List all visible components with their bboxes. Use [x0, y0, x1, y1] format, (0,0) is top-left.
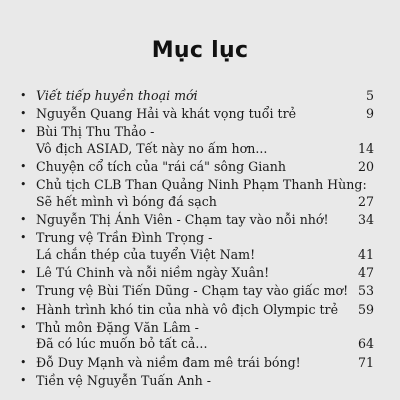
bullet-icon: • [20, 302, 27, 316]
toc-entry-title: Viết tiếp huyền thoại mới [36, 88, 198, 103]
bullet-icon: • [20, 355, 27, 369]
toc-page-number: 41 [357, 247, 374, 262]
toc-entry-title: Thủ môn Đặng Văn Lâm - [36, 319, 199, 335]
toc-entry-title: Nguyễn Thị Ánh Viên - Chạm tay vào nỗi nhớ! [36, 212, 329, 228]
bullet-icon: • [20, 125, 27, 139]
toc-page-number: 27 [357, 194, 374, 209]
toc-page-number: 9 [365, 106, 374, 122]
bullet-icon: • [20, 178, 27, 192]
toc-entry-title: Bùi Thị Thu Thảo - [36, 124, 155, 140]
bullet-icon: • [20, 266, 27, 280]
bullet-icon: • [20, 231, 27, 245]
toc-entry-title: Sẽ hết mình vì bóng đá sạch [36, 194, 217, 209]
toc-entry-title: Lê Tú Chinh và nỗi niềm ngày Xuân! [36, 265, 270, 281]
toc-entry-title: Lá chắn thép của tuyển Việt Nam! [36, 247, 256, 262]
bullet-icon: • [20, 160, 27, 174]
toc-page-number: 14 [357, 141, 374, 156]
toc-page-number: 71 [357, 354, 374, 370]
bullet-icon: • [20, 320, 27, 334]
toc-page-number: 53 [357, 283, 374, 299]
bullet-icon: • [20, 107, 27, 121]
bullet-icon: • [20, 213, 27, 227]
toc-entry-title: Chủ tịch CLB Than Quảng Ninh Phạm Thanh Hùng: [36, 177, 367, 193]
toc-page-number: 34 [357, 212, 374, 228]
toc-entry-title: Vô địch ASIAD, Tết này no ấm hơn... [36, 141, 268, 156]
toc-page-number: 20 [357, 159, 374, 175]
toc-entry-title: Đã có lúc muốn bỏ tất cả... [36, 336, 208, 352]
toc-entry-title: Trung vệ Bùi Tiến Dũng - Chạm tay vào giấc mơ! [36, 283, 349, 299]
toc-entry-title: Chuyện cổ tích của "rái cá" sông Gianh [36, 159, 286, 175]
toc-page-number: 64 [357, 336, 374, 352]
toc-page-number: 47 [357, 265, 374, 281]
bullet-icon: • [20, 373, 27, 387]
toc-entry-title: Hành trình khó tin của nhà vô địch Olympic trẻ [36, 301, 339, 317]
toc-entry-title: Nguyễn Quang Hải và khát vọng tuổi trẻ [36, 106, 297, 122]
toc-entry-title: Tiền vệ Nguyễn Tuấn Anh - [36, 372, 211, 388]
toc-entry-title: Trung vệ Trần Đình Trọng - [36, 230, 213, 246]
bullet-icon: • [20, 284, 27, 298]
toc-entry-title: Đỗ Duy Mạnh và niềm đam mê trái bóng! [36, 354, 301, 370]
bullet-icon: • [20, 89, 27, 102]
toc-page-number: 59 [357, 301, 374, 317]
toc-page-number: 5 [365, 88, 374, 103]
page-title: Mục lục [151, 38, 249, 63]
